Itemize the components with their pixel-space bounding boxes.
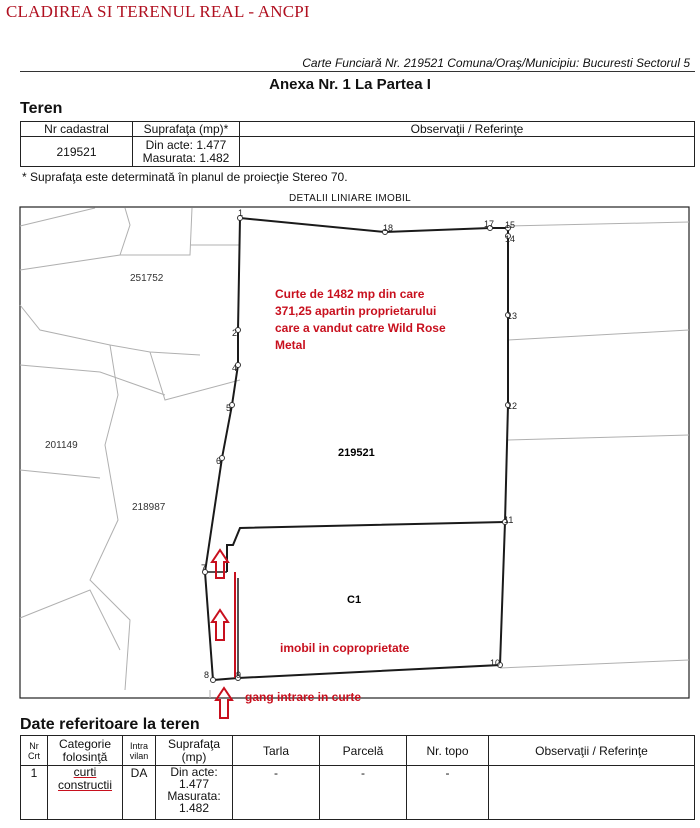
teren-heading: Teren [20,100,63,117]
cell-nr-cadastral: 219521 [21,137,133,167]
parcel-label-251752: 251752 [130,273,164,284]
date-ref-data-row [21,766,695,820]
point-label: 14 [505,234,516,244]
building-label: C1 [347,594,362,606]
point-label: 7 [201,563,207,573]
annotation-line: Curte de 1482 mp din care [275,287,425,301]
cell-obs [489,766,695,820]
annotation-line: care a vandut catre Wild Rose [275,321,446,335]
col-nr-crt: Nr Crt [21,736,48,766]
annotation-gang: gang intrare in curte [245,690,362,704]
building-c1-outline [227,522,505,572]
parcel-numbers [45,273,166,513]
parcel-label-201149: 201149 [45,440,78,451]
arrow-up-icon [216,688,232,718]
point-label: 8 [204,670,210,680]
vertex-labels [201,208,517,680]
annotation-line: Metal [275,338,306,352]
col-suprafata: Suprafaţa (mp) [156,736,233,766]
col-suprafata: Suprafaţa (mp)* [133,122,240,137]
point-label: 10 [490,658,501,668]
col-intravilan: Intra vilan [123,736,156,766]
point-label: 6 [216,456,222,466]
din-acte: Din acte: 1.477 [145,137,227,152]
annotation-curte [275,287,446,352]
col-observatii: Observaţii / Referinţe [240,122,695,137]
din-acte-ref: Din acte: 1.477 [170,765,218,791]
point-label: 12 [507,401,518,411]
masurata-ref: Masurata: 1.482 [167,789,221,815]
page-title: CLADIREA SI TERENUL REAL - ANCPI [6,2,310,21]
date-ref-heading: Date referitoare la teren [20,716,200,733]
point-label: 2 [232,328,238,338]
point-label: 9 [236,670,242,680]
date-ref-header-row [21,736,695,766]
cell-nr: 1 [21,766,48,820]
red-arrows [212,550,232,718]
col-observatii-ref: Observaţii / Referinţe [489,736,695,766]
projection-note: * Suprafaţa este determinată în planul de proiecţie Stereo 70. [22,170,348,184]
main-parcel-label: 219521 [338,447,375,459]
cell-suprafata-ref [156,766,233,820]
point-label: 15 [505,220,516,230]
point-label: 13 [507,311,518,321]
parcel-label-218987: 218987 [132,502,166,513]
cell-tarla: - [233,766,320,820]
col-parcela: Parcelă [320,736,407,766]
annotation-coproprietate: imobil in coproprietate [280,641,410,655]
col-categorie: Categorie folosinţă [48,736,123,766]
point-label: 4 [232,363,238,373]
point-label: 11 [504,515,514,525]
col-nr-topo: Nr. topo [407,736,489,766]
masurata: Masurata: 1.482 [142,150,230,165]
col-nr-cadastral: Nr cadastral [21,122,133,137]
carte-funciara-header: Carte Funciară Nr. 219521 Comuna/Oraş/Municipiu: Bucuresti Sectorul 5 [302,56,690,70]
anexa-heading: Anexa Nr. 1 La Partea I [269,76,431,93]
cell-intravilan: DA [123,766,156,820]
arrow-up-icon [212,550,228,578]
map-title: DETALII LINIARE IMOBIL [288,193,411,204]
point-label: 5 [226,403,232,413]
cell-parcela: - [320,766,407,820]
arrow-up-icon [212,610,228,640]
point-label: 1 [238,208,244,218]
point-label: 18 [383,223,394,233]
cell-categorie: curti constructii [48,766,123,820]
annotation-line: 371,25 apartin proprietarului [275,304,437,318]
date-ref-table [20,735,695,820]
cell-nr-topo: - [407,766,489,820]
point-label: 17 [484,219,495,229]
col-tarla: Tarla [233,736,320,766]
